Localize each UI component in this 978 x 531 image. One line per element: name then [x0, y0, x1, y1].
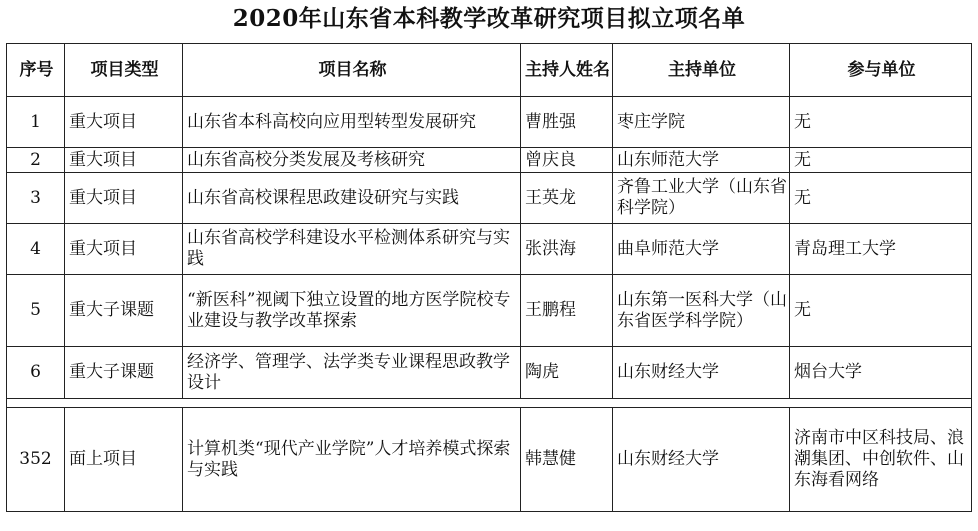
page-title: 2020年山东省本科教学改革研究项目拟立项名单 — [232, 5, 746, 32]
row-host-unit: 山东第一医科大学（山东省医学科学院） — [613, 275, 790, 347]
row-type: 面上项目 — [65, 408, 183, 512]
row-name: 山东省高校分类发展及考核研究 — [183, 148, 521, 173]
header-host-unit: 主持单位 — [613, 44, 790, 97]
header-host-person: 主持人姓名 — [521, 44, 613, 97]
row-host-unit: 山东财经大学 — [613, 347, 790, 399]
row-partner-unit: 青岛理工大学 — [790, 224, 972, 275]
table-row — [7, 275, 972, 347]
row-host-unit: 枣庄学院 — [613, 97, 790, 148]
row-partner-unit: 无 — [790, 275, 972, 347]
row-partner-unit: 无 — [790, 148, 972, 173]
header-partner-unit: 参与单位 — [790, 44, 972, 97]
row-index: 6 — [7, 347, 65, 399]
row-index: 2 — [7, 148, 65, 173]
row-host-unit: 齐鲁工业大学（山东省科学院） — [613, 173, 790, 224]
row-host-person: 韩慧健 — [521, 408, 613, 512]
row-type: 重大项目 — [65, 97, 183, 148]
row-partner-unit: 济南市中区科技局、浪潮集团、中创软件、山东海看网络 — [790, 408, 972, 512]
header-name: 项目名称 — [183, 44, 521, 97]
row-host-unit: 曲阜师范大学 — [613, 224, 790, 275]
table-row — [7, 224, 972, 275]
project-table — [6, 43, 971, 512]
row-host-person: 陶虎 — [521, 347, 613, 399]
row-type: 重大子课题 — [65, 275, 183, 347]
row-type: 重大子课题 — [65, 347, 183, 399]
table-row — [7, 173, 972, 224]
row-host-person: 王鹏程 — [521, 275, 613, 347]
table-header-row — [7, 44, 972, 97]
row-partner-unit: 无 — [790, 97, 972, 148]
row-index: 352 — [7, 408, 65, 512]
row-index: 4 — [7, 224, 65, 275]
row-index: 5 — [7, 275, 65, 347]
row-host-person: 王英龙 — [521, 173, 613, 224]
row-partner-unit: 无 — [790, 173, 972, 224]
table-gap — [7, 399, 972, 408]
row-name: 山东省高校课程思政建设研究与实践 — [183, 173, 521, 224]
row-name: 山东省本科高校向应用型转型发展研究 — [183, 97, 521, 148]
row-host-unit: 山东财经大学 — [613, 408, 790, 512]
row-type: 重大项目 — [65, 173, 183, 224]
table-row — [7, 408, 972, 512]
row-index: 3 — [7, 173, 65, 224]
row-name: 山东省高校学科建设水平检测体系研究与实践 — [183, 224, 521, 275]
row-index: 1 — [7, 97, 65, 148]
row-type: 重大项目 — [65, 148, 183, 173]
row-type: 重大项目 — [65, 224, 183, 275]
row-name: 经济学、管理学、法学类专业课程思政教学设计 — [183, 347, 521, 399]
row-host-person: 曹胜强 — [521, 97, 613, 148]
row-host-person: 曾庆良 — [521, 148, 613, 173]
row-name: “新医科”视阈下独立设置的地方医学院校专业建设与教学改革探索 — [183, 275, 521, 347]
table-row — [7, 148, 972, 173]
row-name: 计算机类“现代产业学院”人才培养模式探索与实践 — [183, 408, 521, 512]
table-row — [7, 347, 972, 399]
header-index: 序号 — [7, 44, 65, 97]
row-host-person: 张洪海 — [521, 224, 613, 275]
header-type: 项目类型 — [65, 44, 183, 97]
table-row — [7, 97, 972, 148]
row-host-unit: 山东师范大学 — [613, 148, 790, 173]
row-partner-unit: 烟台大学 — [790, 347, 972, 399]
